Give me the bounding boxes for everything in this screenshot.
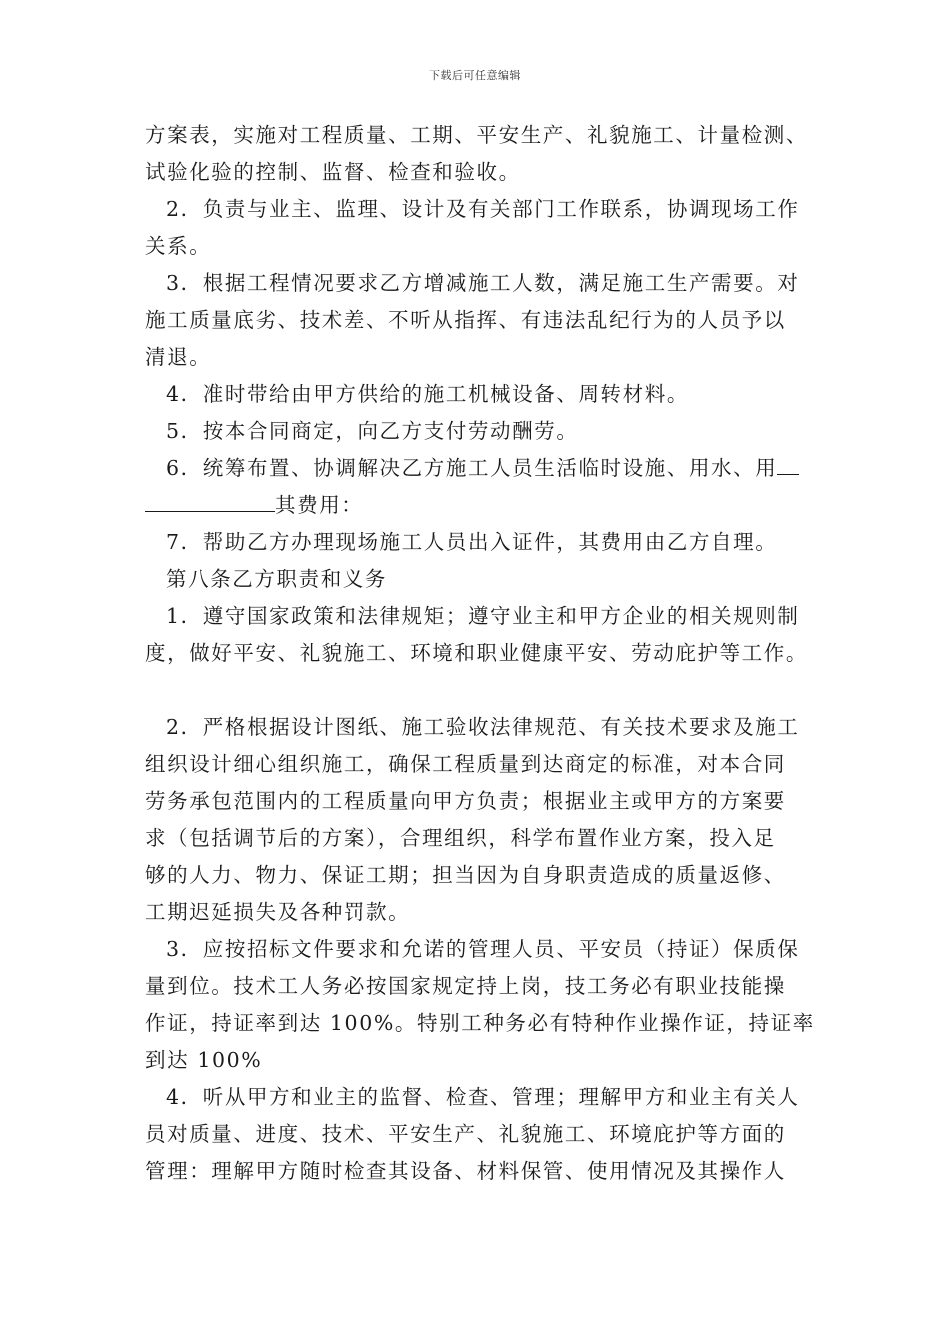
paragraph-line: 2．负责与业主、监理、设计及有关部门工作联系，协调现场工作 [166, 197, 800, 221]
paragraph-spacer [145, 672, 835, 709]
paragraph-line: 到达 100% [145, 1048, 263, 1072]
paragraph-text: 6．统筹布置、协调解决乙方施工人员生活临时设施、用水、用 [166, 456, 778, 480]
paragraph-line: 7．帮助乙方办理现场施工人员出入证件，其费用由乙方自理。 [166, 530, 778, 554]
fill-in-blank [777, 452, 799, 475]
header-watermark: 下载后可任意编辑 [429, 69, 521, 82]
paragraph-line: 5．按本合同商定，向乙方支付劳动酬劳。 [166, 419, 579, 443]
paragraph-line: 1．遵守国家政策和法律规矩；遵守业主和甲方企业的相关规则制 [166, 604, 800, 628]
paragraph-line: 工期迟延损失及各种罚款。 [145, 900, 411, 924]
paragraph-line: 清退。 [145, 345, 212, 369]
paragraph-line-with-blank [145, 487, 835, 524]
paragraph-line-with-blank [145, 450, 835, 487]
paragraph-line: 关系。 [145, 234, 212, 258]
paragraph-line: 劳务承包范围内的工程质量向甲方负责；根据业主或甲方的方案要 [145, 789, 786, 813]
paragraph-line: 作证，持证率到达 100%。特别工种务必有特种作业操作证，持证率 [145, 1011, 815, 1035]
document-body [145, 117, 835, 1190]
paragraph-line: 4．听从甲方和业主的监督、检查、管理；理解甲方和业主有关人 [166, 1085, 800, 1109]
paragraph-line: 管理：理解甲方随时检查其设备、材料保管、使用情况及其操作人 [145, 1159, 786, 1183]
paragraph-line: 员对质量、进度、技术、平安生产、礼貌施工、环境庇护等方面的 [145, 1122, 786, 1146]
paragraph-line: 方案表，实施对工程质量、工期、平安生产、礼貌施工、计量检测、 [145, 123, 808, 147]
paragraph-line: 够的人力、物力、保证工期；担当因为自身职责造成的质量返修、 [145, 863, 786, 887]
paragraph-line: 3．根据工程情况要求乙方增减施工人数，满足施工生产需要。对 [166, 271, 800, 295]
paragraph-line: 施工质量底劣、技术差、不听从指挥、有违法乱纪行为的人员予以 [145, 308, 786, 332]
fill-in-blank [145, 489, 275, 512]
paragraph-text: 其费用： [275, 493, 364, 517]
paragraph-line: 度，做好平安、礼貌施工、环境和职业健康平安、劳动庇护等工作。 [145, 641, 808, 665]
paragraph-line: 4．准时带给由甲方供给的施工机械设备、周转材料。 [166, 382, 689, 406]
paragraph-line: 组织设计细心组织施工，确保工程质量到达商定的标准，对本合同 [145, 752, 786, 776]
paragraph-line: 3．应按招标文件要求和允诺的管理人员、平安员（持证）保质保 [166, 937, 800, 961]
paragraph-line: 量到位。技术工人务必按国家规定持上岗，技工务必有职业技能操 [145, 974, 786, 998]
section-heading: 第八条乙方职责和义务 [166, 567, 387, 591]
paragraph-line: 求（包括调节后的方案），合理组织，科学布置作业方案，投入足 [145, 826, 776, 850]
paragraph-line: 2．严格根据设计图纸、施工验收法律规范、有关技术要求及施工 [166, 715, 800, 739]
paragraph-line: 试验化验的控制、监督、检查和验收。 [145, 160, 521, 184]
